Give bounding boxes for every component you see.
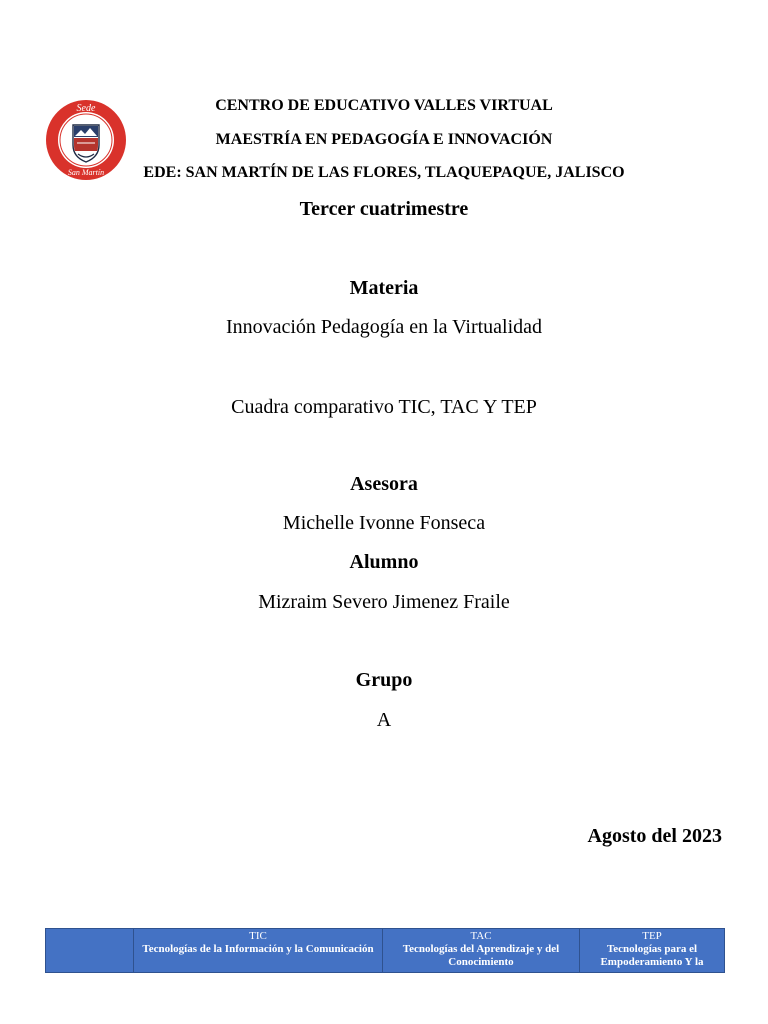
tac-name: Tecnologías del Aprendizaje y del Conocimiento bbox=[402, 943, 560, 968]
table-header-tac bbox=[383, 929, 580, 973]
group-label: Grupo bbox=[355, 669, 413, 691]
institution-name: CENTRO DE EDUCATIVO VALLES VIRTUAL bbox=[215, 97, 553, 114]
logo-bottom-text: San Martín bbox=[67, 168, 105, 177]
document-date: Agosto del 2023 bbox=[587, 825, 722, 847]
table-header-tep bbox=[580, 929, 725, 973]
campus-location: EDE: SAN MARTÍN DE LAS FLORES, TLAQUEPAQUE, JALISCO bbox=[143, 164, 625, 181]
group-value: A bbox=[376, 709, 392, 731]
program-name: MAESTRÍA EN PEDAGOGÍA E INNOVACIÓN bbox=[215, 131, 553, 148]
assignment-title: Cuadra comparativo TIC, TAC Y TEP bbox=[231, 396, 537, 418]
period: Tercer cuatrimestre bbox=[299, 198, 469, 220]
advisor-name: Michelle Ivonne Fonseca bbox=[282, 512, 486, 534]
tep-name: Tecnologías para el Empoderamiento Y la bbox=[600, 943, 704, 968]
tic-name: Tecnologías de la Información y la Comunicación bbox=[142, 943, 374, 955]
comparison-table bbox=[45, 928, 725, 973]
tic-acronym: TIC bbox=[249, 930, 267, 942]
subject-value: Innovación Pedagogía en la Virtualidad bbox=[225, 316, 543, 338]
student-label: Alumno bbox=[349, 551, 419, 573]
logo-top-text: Sede bbox=[76, 103, 96, 114]
table-header-row bbox=[46, 929, 725, 973]
student-name: Mizraim Severo Jimenez Fraile bbox=[258, 591, 510, 613]
table-header-tic bbox=[134, 929, 383, 973]
tep-acronym: TEP bbox=[642, 930, 662, 942]
tac-acronym: TAC bbox=[470, 930, 492, 942]
subject-label: Materia bbox=[349, 277, 419, 299]
table-header-empty bbox=[46, 929, 134, 973]
advisor-label: Asesora bbox=[350, 473, 418, 495]
